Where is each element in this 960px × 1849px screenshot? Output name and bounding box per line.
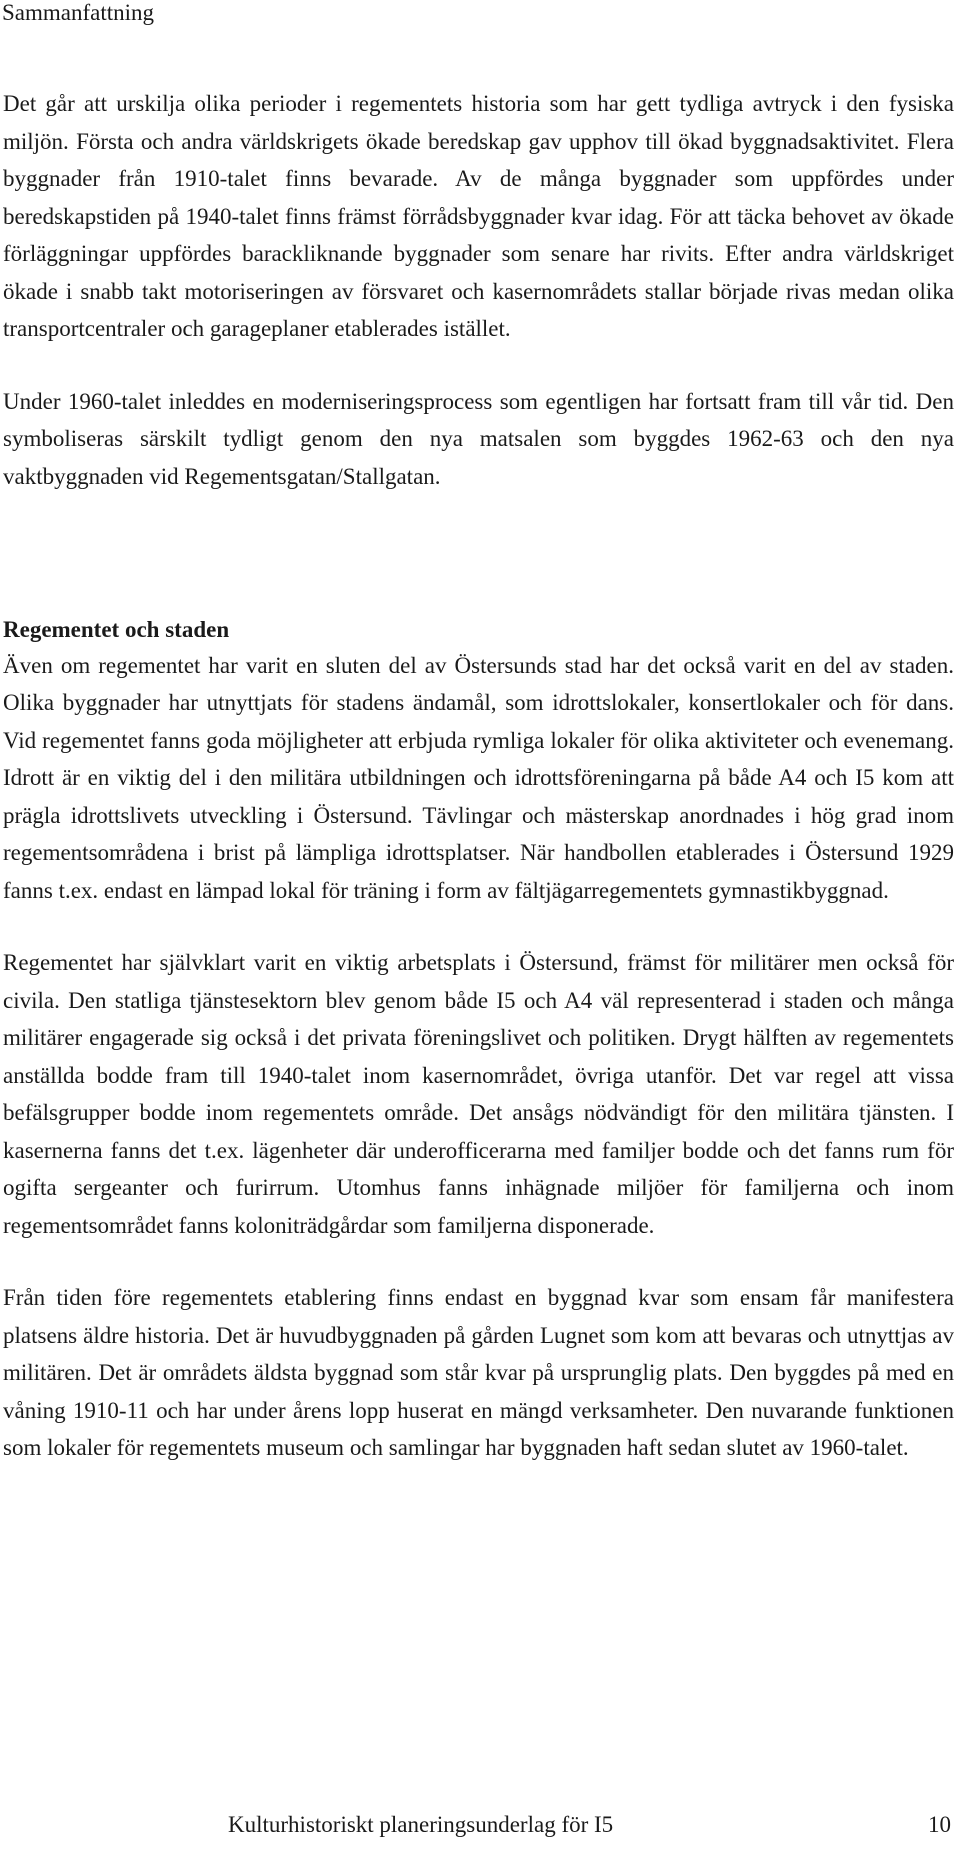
section-paragraph-1: Även om regementet har varit en sluten del av Östersunds stad har det också varit en del av staden. Olika byggnader har utnyttjats för stadens ändamål, som idrottslokaler, konsertlokaler och för dans. Vid regementet fanns goda möjligheter att erbjuda rymliga lokaler för olika aktiviteter och evenemang. Idrott är en viktig del i den militära utbildningen och idrottsföreningarna på både A4 och I5 kom att prägla idrottslivets utveckling i Östersund. Tävlingar och mästerskap anordnades i hög grad inom regementsområdena i brist på lämpliga idrottsplatser. När handbollen etablerades i Östersund 1929 fanns t.ex. endast en lämpad lokal för träning i form av fältjägarregementets gymnastikbyggnad.	[3, 652, 954, 903]
document-body	[3, 85, 954, 1467]
summary-paragraph-2: Under 1960-talet inleddes en moderniseringsprocess som egentligen har fortsatt fram till vår tid. Den symboliseras särskilt tydligt genom den nya matsalen som byggdes 1962-63 och den nya vaktbyggnaden vid Regementsgatan/Stallgatan.	[3, 388, 954, 489]
page-footer	[0, 1805, 951, 1845]
summary-paragraph-1: Det går att urskilja olika perioder i regementets historia som har gett tydliga avtryck i den fysiska miljön. Första och andra världskrigets ökade beredskap gav upphov till ökad byggnadsaktivitet. Flera byggnader från 1910-talet finns bevarade. Av de många byggnader som uppfördes under beredskapstiden på 1940-talet finns främst förrådsbyggnader kvar idag. För att täcka behovet av ökade förläggningar uppfördes barackliknande byggnader som senare har rivits. Efter andra världskriget ökade i snabb takt motoriseringen av försvaret och kasernområdets stallar började rivas medan olika transportcentraler och garageplaner etablerades istället.	[3, 91, 954, 341]
section-paragraph-3: Från tiden före regementets etablering finns endast en byggnad kvar som ensam får manifestera platsens äldre historia. Det är huvudbyggnaden på gården Lugnet som kom att bevaras och utnyttjas av militären. Det är områdets äldsta byggnad som står kvar på ursprunglig plats. Den byggdes på med en våning 1910-11 och har under årens lopp huserat en mängd verksamheter. Den nuvarande funktionen som lokaler för regementets museum och samlingar har byggnaden haft sedan slutet av 1960-talet.	[3, 1285, 954, 1460]
footer-title: Kulturhistoriskt planeringsunderlag för I5	[228, 1812, 614, 1837]
section-heading: Regementet och staden	[3, 617, 230, 642]
page-title: Sammanfattning	[2, 0, 155, 25]
section-paragraph-2: Regementet har självklart varit en viktig arbetsplats i Östersund, främst för militärer men också för civila. Den statliga tjänstesektorn blev genom både I5 och A4 väl representerad i staden och många militärer engagerade sig också i det privata föreningslivet och politiken. Drygt hälften av regementets anställda bodde fram till 1940-talet inom kasernområdet, övriga utanför. Det var regel att vissa befälsgrupper bodde inom regementets område. Det ansågs nödvändigt för den militära tjänsten. I kasernerna fanns det t.ex. lägenheter där underofficerarna med familjer bodde och det fanns rum för ogifta sergeanter och furirrum. Utomhus fanns inhägnade miljöer för familjerna och inom regementsområdet fanns koloniträdgårdar som familjerna disponerade.	[3, 950, 954, 1238]
page-number: 10	[928, 1812, 951, 1837]
